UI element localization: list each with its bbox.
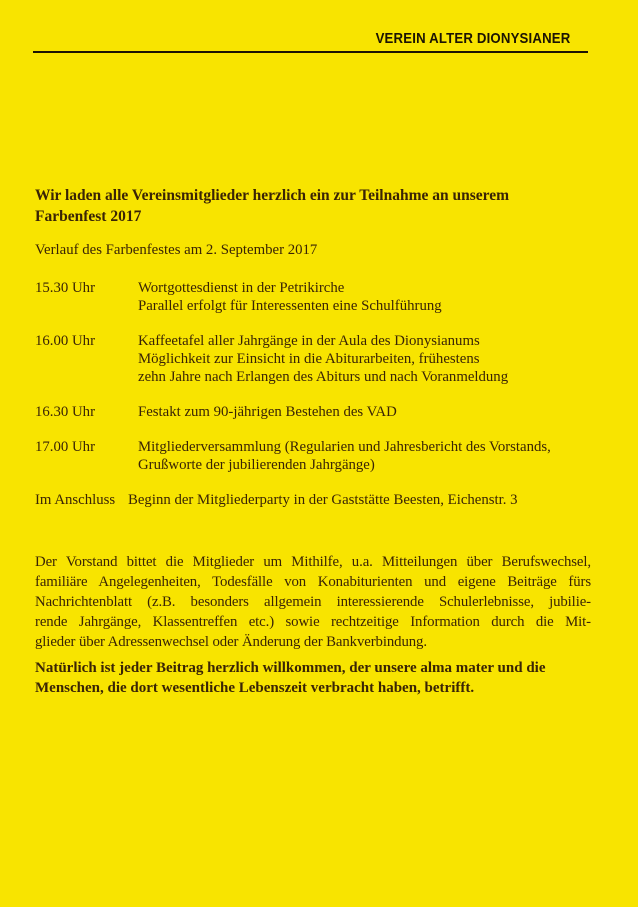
- schedule-line: Wortgottesdienst in der Petrikirche: [138, 280, 345, 296]
- schedule-line: zehn Jahre nach Erlangen des Abiturs und nach Voranmeldung: [138, 369, 509, 385]
- closing-line: Natürlich ist jeder Beitrag herzlich willkommen, der unsere alma mater und die: [35, 660, 546, 676]
- schedule-time: 17.00 Uhr: [35, 439, 96, 455]
- paragraph-line: familiäre Angelegenheiten, Todesfälle von Konabiturienten und eigene Beiträge fürs: [35, 574, 591, 590]
- schedule-time: 15.30 Uhr: [35, 280, 96, 296]
- request-paragraph: [35, 552, 591, 652]
- schedule: [35, 279, 591, 474]
- schedule-description: [138, 279, 591, 315]
- content: [35, 0, 591, 698]
- intro-line: Farbenfest 2017: [35, 208, 142, 225]
- followup-label: Im Anschluss: [35, 492, 116, 508]
- schedule-time: 16.00 Uhr: [35, 333, 96, 349]
- schedule-line: Kaffeetafel aller Jahrgänge in der Aula des Dionysianums: [138, 333, 480, 349]
- followup-text: Beginn der Mitgliederparty in der Gaststätte Beesten, Eichenstr. 3: [128, 492, 518, 508]
- schedule-line: Festakt zum 90-jährigen Bestehen des VAD: [138, 404, 397, 420]
- schedule-line: Möglichkeit zur Einsicht in die Abiturarbeiten, frühestens: [138, 351, 480, 367]
- schedule-line: Mitgliederversammlung (Regularien und Jahresbericht des Vorstands,: [138, 439, 551, 455]
- schedule-entry: [35, 279, 591, 315]
- intro-line: Wir laden alle Vereinsmitglieder herzlich ein zur Teilnahme an unserem: [35, 187, 510, 204]
- schedule-description: [138, 438, 591, 474]
- followup-row: [35, 491, 591, 509]
- schedule-description: [138, 403, 591, 421]
- schedule-description: [138, 332, 591, 386]
- schedule-entry: [35, 332, 591, 386]
- schedule-heading: Verlauf des Farbenfestes am 2. September 2017: [35, 242, 318, 258]
- paragraph-line: Nachrichtenblatt (z.B. besonders allgemein interessierende Schulerlebnisse, jubilie-: [35, 594, 591, 610]
- schedule-line: Parallel erfolgt für Interessenten eine Schulführung: [138, 298, 442, 314]
- organization-title: VEREIN ALTER DIONYSIANER: [375, 30, 570, 47]
- schedule-entry: [35, 403, 591, 421]
- paragraph-line: glieder über Adressenwechsel oder Änderung der Bankverbindung.: [35, 634, 427, 650]
- closing-paragraph: [35, 658, 591, 698]
- closing-line: Menschen, die dort wesentliche Lebenszeit verbracht haben, betrifft.: [35, 680, 475, 696]
- schedule-time: 16.30 Uhr: [35, 404, 96, 420]
- intro-paragraph: [35, 185, 591, 227]
- paragraph-line: Der Vorstand bittet die Mitglieder um Mithilfe, u.a. Mitteilungen über Berufswechsel,: [35, 554, 591, 570]
- paragraph-line: rende Jahrgänge, Klassentreffen etc.) sowie rechtzeitige Information durch die Mit-: [35, 614, 591, 630]
- schedule-entry: [35, 438, 591, 474]
- schedule-line: Grußworte der jubilierenden Jahrgänge): [138, 457, 375, 473]
